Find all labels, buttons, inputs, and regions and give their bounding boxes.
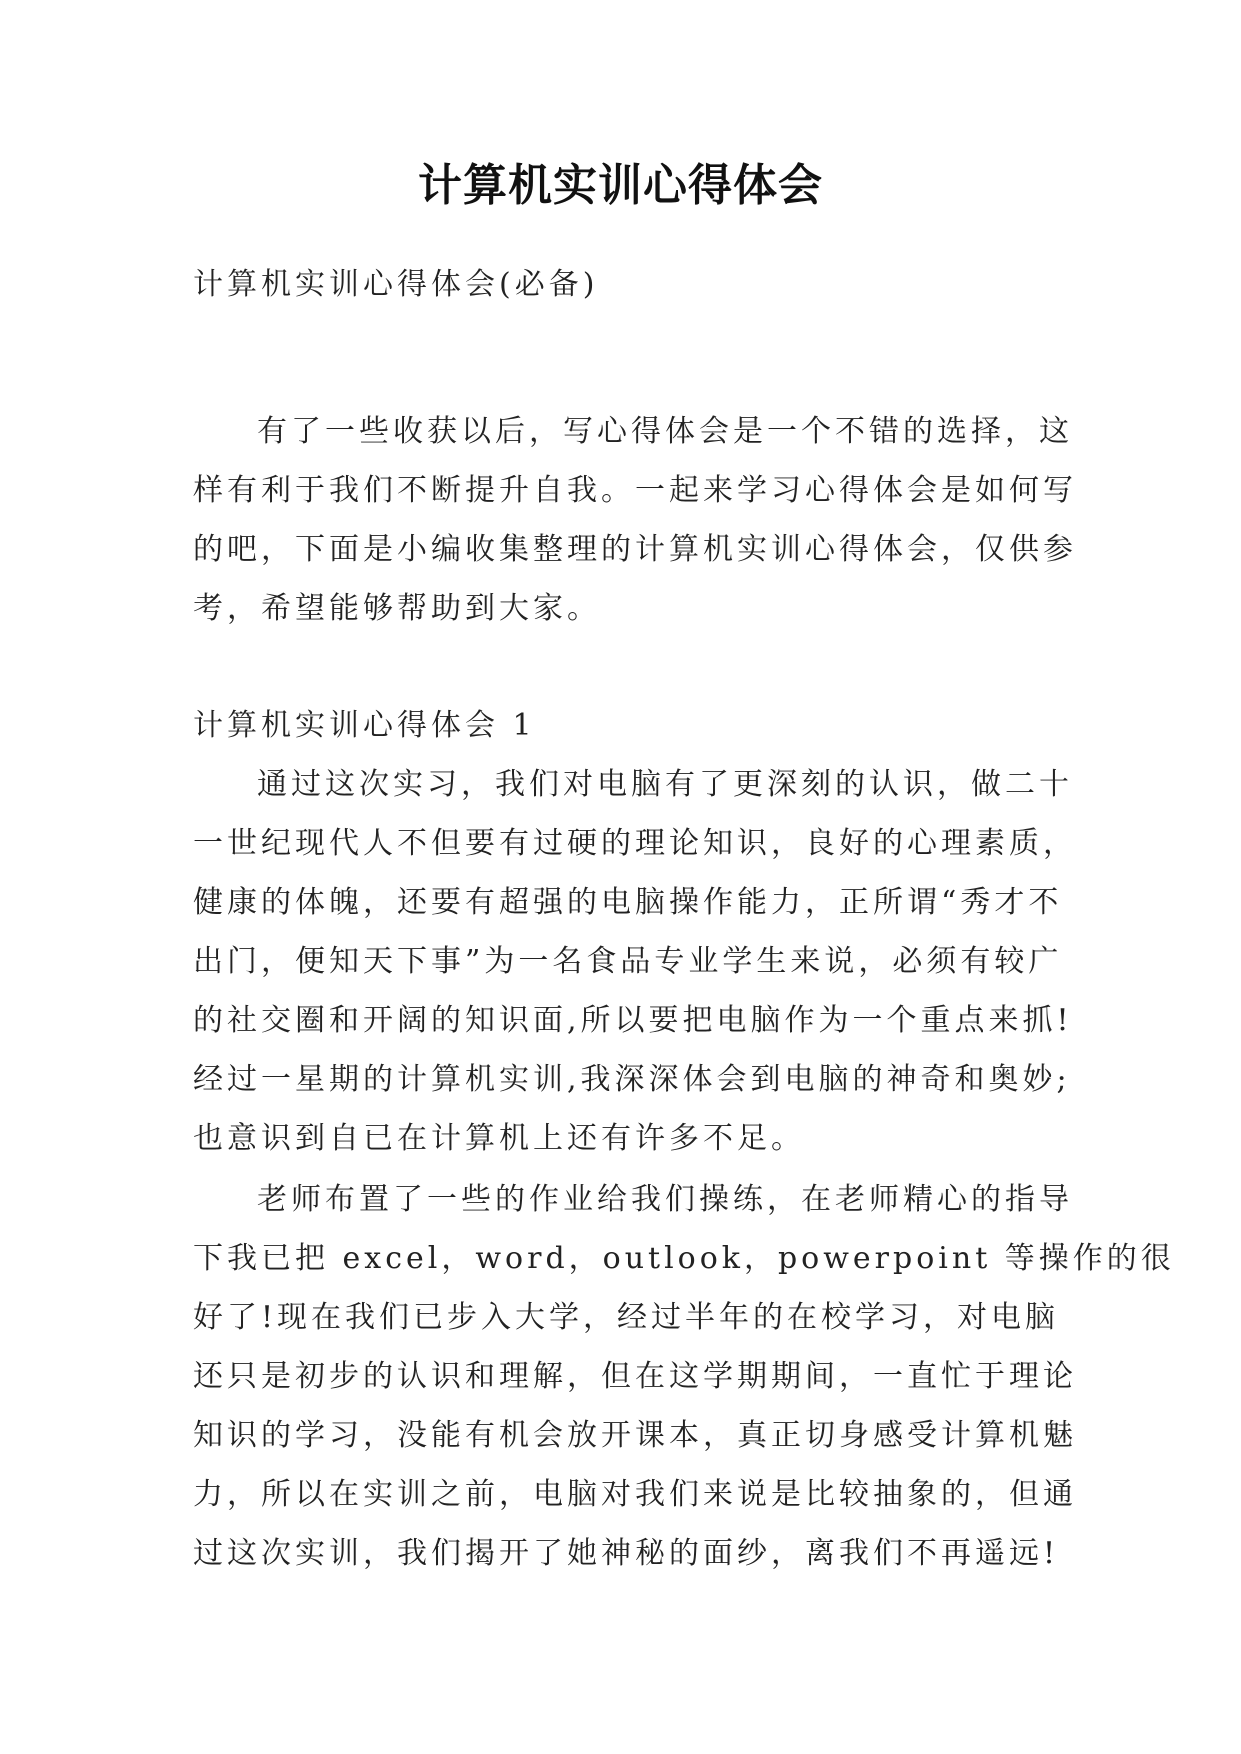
intro-paragraph [193,412,1077,648]
paragraph-line: 健康的体魄，还要有超强的电脑操作能力，正所谓“秀才不 [193,885,1063,920]
paragraph-line: 知识的学习，没能有机会放开课本，真正切身感受计算机魅 [193,1418,1077,1453]
paragraph-line: 经过一星期的计算机实训,我深深体会到电脑的神奇和奥妙; [193,1062,1071,1097]
paragraph-line: 力，所以在实训之前，电脑对我们来说是比较抽象的，但通 [193,1477,1077,1512]
paragraph-line: 好了!现在我们已步入大学，经过半年的在校学习，对电脑 [193,1300,1060,1335]
intro-line: 样有利于我们不断提升自我。一起来学习心得体会是如何写 [193,473,1077,508]
intro-line: 考，希望能够帮助到大家。 [193,591,601,626]
paragraph-line: 也意识到自已在计算机上还有许多不足。 [193,1121,805,1156]
document-title: 计算机实训心得体会 [418,160,823,211]
paragraph-line: 下我已把 excel，word，outlook，powerpoint 等操作的很 [193,1241,1175,1276]
intro-line: 的吧，下面是小编收集整理的计算机实训心得体会，仅供参 [193,532,1077,567]
paragraph-line: 老师布置了一些的作业给我们操练，在老师精心的指导 [257,1182,1073,1217]
paragraph-line: 过这次实训，我们揭开了她神秘的面纱，离我们不再遥远! [193,1536,1060,1571]
intro-line: 有了一些收获以后，写心得体会是一个不错的选择，这 [257,414,1073,449]
section-heading: 计算机实训心得体会 1 [193,708,536,743]
paragraph-line: 的社交圈和开阔的知识面,所以要把电脑作为一个重点来抓! [193,1003,1073,1038]
body-paragraph-2 [193,1180,1175,1593]
paragraph-line: 通过这次实习，我们对电脑有了更深刻的认识，做二十 [257,767,1073,802]
body-paragraph-1 [193,765,1077,1178]
paragraph-line: 还只是初步的认识和理解，但在这学期期间，一直忙于理论 [193,1359,1077,1394]
paragraph-line: 出门，便知天下事”为一名食品专业学生来说，必须有较广 [193,944,1063,979]
document-subtitle: 计算机实训心得体会(必备) [193,267,599,302]
paragraph-line: 一世纪现代人不但要有过硬的理论知识，良好的心理素质， [193,826,1077,861]
